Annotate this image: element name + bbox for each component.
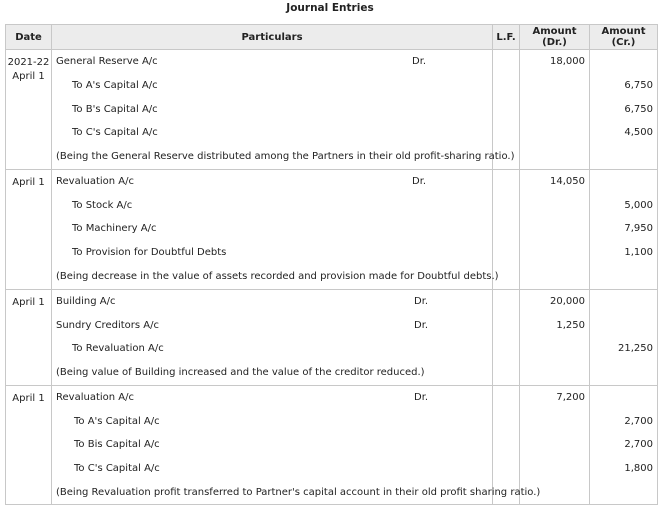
- account-name: To B's Capital A/c: [72, 103, 158, 115]
- entry-particulars: [52, 289, 493, 385]
- credit-amount: 7,950: [624, 223, 653, 235]
- account-name: To C's Capital A/c: [72, 127, 158, 139]
- credit-amount: 6,750: [624, 103, 653, 115]
- debit-amount: 18,000: [550, 56, 585, 67]
- header-amount-dr: Amount (Dr.): [520, 25, 590, 50]
- debit-amount: 20,000: [550, 295, 585, 307]
- entry-date: [6, 50, 52, 170]
- dr-marker: Dr.: [412, 175, 427, 187]
- credit-amount: 4,500: [624, 127, 653, 139]
- entry-credit: [590, 50, 658, 170]
- narration: (Being Revaluation profit transferred to Partner's capital account in their old profit sharing ratio.): [56, 486, 541, 498]
- entry-particulars: [52, 169, 499, 289]
- header-particulars: Particulars: [52, 25, 493, 50]
- account-name: To A's Capital A/c: [74, 415, 160, 427]
- entry-credit: [590, 289, 658, 385]
- account-name: Sundry Creditors A/c: [56, 319, 159, 331]
- header-date: Date: [6, 25, 52, 50]
- debit-amount: 7,200: [556, 391, 585, 403]
- entry-day: April 1: [12, 71, 45, 82]
- account-name: To Bis Capital A/c: [74, 439, 160, 451]
- dr-marker: Dr.: [414, 391, 429, 403]
- entry-day: April 1: [12, 392, 45, 404]
- account-name: To A's Capital A/c: [72, 80, 158, 91]
- debit-amount: 14,050: [550, 175, 585, 187]
- entry-debit: [520, 169, 590, 289]
- account-name: Building A/c: [56, 295, 116, 307]
- journal-entry: [6, 50, 658, 170]
- account-name: To Provision for Doubtful Debts: [72, 247, 227, 259]
- credit-amount: 6,750: [624, 80, 653, 91]
- narration: (Being the General Reserve distributed among the Partners in their old profit-sharing ratio.): [56, 151, 515, 163]
- header-lf: L.F.: [493, 25, 520, 50]
- header-amount-cr: Amount (Cr.): [590, 25, 658, 50]
- entry-day: April 1: [12, 176, 45, 188]
- entry-particulars: [52, 50, 515, 170]
- narration: (Being decrease in the value of assets recorded and provision made for Doubtful debts.): [56, 270, 499, 282]
- credit-amount: 2,700: [624, 439, 653, 451]
- debit-amount: 1,250: [556, 319, 585, 331]
- journal-table: [5, 24, 658, 505]
- entry-debit: [520, 289, 590, 385]
- entry-credit: [590, 385, 658, 505]
- credit-amount: 1,800: [624, 462, 653, 474]
- entry-date: [6, 169, 52, 289]
- narration: (Being value of Building increased and the value of the creditor reduced.): [56, 366, 425, 378]
- dr-marker: Dr.: [414, 295, 429, 307]
- account-name: To Machinery A/c: [72, 223, 157, 235]
- page-title: Journal Entries: [286, 2, 374, 14]
- journal-entry: [6, 385, 658, 505]
- account-name: To Stock A/c: [72, 199, 133, 211]
- account-name: Revaluation A/c: [56, 175, 134, 187]
- journal-entry: [6, 289, 658, 385]
- credit-amount: 1,100: [624, 247, 653, 259]
- credit-amount: 21,250: [618, 343, 653, 355]
- entry-particulars: [52, 385, 541, 505]
- entry-debit: [520, 50, 590, 170]
- account-name: General Reserve A/c: [56, 56, 158, 67]
- entry-day: April 1: [12, 296, 45, 308]
- entry-date: [6, 385, 52, 505]
- account-name: To Revaluation A/c: [72, 343, 164, 355]
- dr-marker: Dr.: [414, 319, 429, 331]
- credit-amount: 2,700: [624, 415, 653, 427]
- header-row: [6, 25, 658, 50]
- entry-credit: [590, 169, 658, 289]
- entry-lf: [493, 289, 520, 385]
- dr-marker: Dr.: [412, 56, 427, 67]
- account-name: Revaluation A/c: [56, 391, 134, 403]
- entry-year: 2021-22: [7, 57, 50, 68]
- credit-amount: 5,000: [624, 199, 653, 211]
- journal-entry: [6, 169, 658, 289]
- account-name: To C's Capital A/c: [74, 462, 160, 474]
- entry-date: [6, 289, 52, 385]
